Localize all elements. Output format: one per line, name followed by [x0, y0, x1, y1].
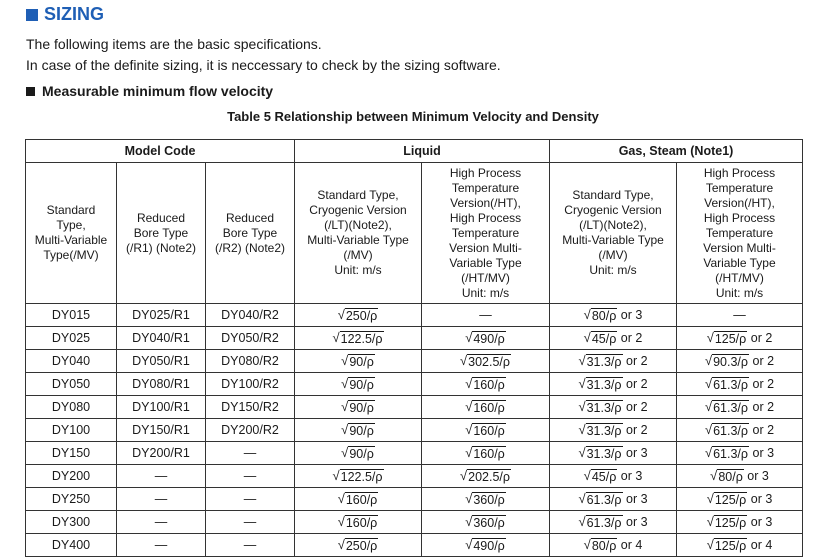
sqrt-expression [578, 515, 622, 530]
min-value-suffix: or 2 [622, 422, 648, 437]
header-line: Unit: m/s [461, 285, 510, 300]
header-line: Reduced [225, 210, 275, 225]
radicand: 80/ρ [591, 308, 617, 323]
radicand: 61.3/ρ [713, 423, 749, 438]
cell-gas-standard [550, 350, 677, 373]
cell-standard-type: DY200 [26, 465, 117, 488]
sqrt-icon: √ [337, 513, 345, 529]
radicand: 80/ρ [591, 538, 617, 553]
sqrt-expression [707, 492, 748, 507]
subheading-text: Measurable minimum flow velocity [42, 83, 274, 99]
sqrt-expression [578, 423, 622, 438]
sqrt-icon: √ [704, 421, 713, 437]
cell-liquid-high-temp [422, 419, 550, 442]
min-value-suffix: or 2 [622, 353, 648, 368]
sqrt-expression [341, 446, 375, 461]
cell-gas-standard [550, 327, 677, 350]
cell-reduced-r1: DY200/R1 [117, 442, 206, 465]
table-row [26, 534, 803, 557]
sqrt-icon: √ [465, 421, 473, 437]
radicand: 160/ρ [345, 515, 378, 530]
min-value-suffix: or 2 [622, 399, 648, 414]
cell-reduced-r2: DY050/R2 [206, 327, 295, 350]
radicand: 61.3/ρ [713, 446, 749, 461]
cell-standard-type: DY300 [26, 511, 117, 534]
cell-gas-high-temp [677, 488, 803, 511]
cell-reduced-r2: — [206, 511, 295, 534]
cell-liquid-standard [295, 534, 422, 557]
cell-standard-type: DY015 [26, 304, 117, 327]
group-header-model-code: Model Code [26, 140, 295, 163]
sqrt-icon: √ [578, 421, 586, 437]
sqrt-expression [338, 492, 379, 507]
sqrt-expression [465, 400, 506, 415]
radicand: 160/ρ [473, 377, 505, 392]
sqrt-expression [341, 354, 375, 369]
table-row [26, 396, 803, 419]
sqrt-icon: √ [337, 536, 345, 552]
sqrt-icon: √ [341, 352, 349, 368]
sqrt-icon: √ [704, 398, 713, 414]
cell-reduced-r2: — [206, 465, 295, 488]
sqrt-icon: √ [465, 490, 473, 506]
cell-liquid-standard [295, 465, 422, 488]
table-row [26, 327, 803, 350]
cell-reduced-r1: DY100/R1 [117, 396, 206, 419]
min-value-suffix: or 2 [749, 353, 775, 368]
sqrt-expression [705, 400, 749, 415]
min-value-suffix: or 3 [747, 514, 773, 529]
sqrt-icon: √ [459, 467, 468, 483]
cell-standard-type: DY400 [26, 534, 117, 557]
table-caption: Table 5 Relationship between Minimum Velocity and Density [227, 109, 599, 124]
cell-reduced-r1: — [117, 488, 206, 511]
cell-liquid-high-temp [422, 488, 550, 511]
cell-standard-type: DY150 [26, 442, 117, 465]
sqrt-icon: √ [341, 398, 349, 414]
header-line: Bore Type [133, 225, 189, 240]
sqrt-expression [341, 400, 375, 415]
header-line: (/HT/MV) [461, 270, 510, 285]
header-line: Unit: m/s [334, 263, 382, 277]
min-value-suffix: or 3 [747, 491, 773, 506]
sqrt-icon: √ [583, 306, 591, 322]
cell-gas-high-temp [677, 350, 803, 373]
header-line: (/MV) [343, 248, 373, 262]
sqrt-icon: √ [465, 375, 473, 391]
header-line: Version Multi- [703, 240, 776, 255]
cell-gas-standard [550, 465, 677, 488]
intro-line-2: In case of the definite sizing, it is neccessary to check by the sizing software. [26, 57, 501, 73]
sqrt-expression [584, 469, 618, 484]
min-value-suffix: or 4 [617, 537, 643, 552]
sqrt-icon: √ [583, 536, 591, 552]
sqrt-expression [578, 400, 622, 415]
min-value-suffix: or 2 [622, 376, 648, 391]
cell-gas-high-temp [677, 511, 803, 534]
sqrt-expression [578, 377, 622, 392]
sqrt-icon: √ [583, 467, 591, 483]
cell-liquid-high-temp [422, 511, 550, 534]
sqrt-icon: √ [465, 513, 473, 529]
sqrt-icon: √ [337, 490, 345, 506]
cell-reduced-r2: DY150/R2 [206, 396, 295, 419]
cell-reduced-r2: DY100/R2 [206, 373, 295, 396]
cell-liquid-standard [295, 373, 422, 396]
velocity-density-table [25, 139, 803, 557]
radicand: 125/ρ [714, 538, 747, 553]
header-line: Temperature [705, 180, 774, 195]
min-value-suffix: or 2 [749, 376, 775, 391]
sqrt-icon: √ [706, 536, 714, 552]
cell-reduced-r2: DY200/R2 [206, 419, 295, 442]
cell-standard-type: DY050 [26, 373, 117, 396]
cell-liquid-standard [295, 419, 422, 442]
header-line: Version Multi- [449, 240, 522, 255]
cell-gas-standard [550, 488, 677, 511]
cell-gas-high-temp [677, 465, 803, 488]
sqrt-expression [341, 423, 375, 438]
cell-gas-standard [550, 419, 677, 442]
cell-gas-high-temp: — [677, 304, 803, 327]
cell-liquid-standard [295, 396, 422, 419]
cell-gas-high-temp [677, 534, 803, 557]
cell-gas-standard [550, 396, 677, 419]
cell-reduced-r1: — [117, 534, 206, 557]
sqrt-icon: √ [459, 352, 468, 368]
table-row [26, 511, 803, 534]
cell-liquid-standard [295, 350, 422, 373]
min-value-suffix: or 2 [749, 422, 775, 437]
sqrt-icon: √ [706, 329, 714, 345]
table-row [26, 419, 803, 442]
radicand: 61.3/ρ [713, 400, 749, 415]
radicand: 122.5/ρ [340, 469, 383, 484]
header-line: Cryogenic Version [564, 203, 662, 217]
cell-reduced-r1: DY025/R1 [117, 304, 206, 327]
sqrt-icon: √ [583, 329, 591, 345]
radicand: 90/ρ [349, 423, 374, 438]
header-line: Standard Type, [572, 188, 654, 202]
header-line: Temperature [705, 225, 774, 240]
radicand: 31.3/ρ [586, 354, 622, 369]
radicand: 360/ρ [473, 515, 505, 530]
header-line: High Process [449, 165, 522, 180]
intro-line-1: The following items are the basic specifications. [26, 36, 322, 52]
cell-reduced-r1: DY040/R1 [117, 327, 206, 350]
sqrt-expression [578, 492, 622, 507]
header-line: Bore Type [222, 225, 278, 240]
header-line: Temperature [451, 225, 520, 240]
cell-reduced-r1: — [117, 511, 206, 534]
sqrt-icon: √ [332, 467, 340, 483]
cell-gas-standard [550, 442, 677, 465]
sqrt-expression [578, 354, 622, 369]
radicand: 202.5/ρ [468, 469, 510, 484]
radicand: 490/ρ [473, 538, 505, 553]
radicand: 160/ρ [473, 423, 505, 438]
header-line: Version(/HT), [450, 195, 521, 210]
radicand: 90/ρ [349, 400, 374, 415]
sqrt-icon: √ [332, 329, 340, 345]
header-line: (/R2) (Note2) [214, 240, 285, 255]
cell-standard-type: DY080 [26, 396, 117, 419]
sqrt-icon: √ [704, 375, 713, 391]
sqrt-expression [338, 538, 379, 553]
sqrt-icon: √ [710, 467, 718, 483]
header-line: Temperature [451, 180, 520, 195]
min-value-suffix: or 3 [622, 445, 648, 460]
heading-text: SIZING [44, 4, 105, 24]
cell-liquid-standard [295, 304, 422, 327]
table-row [26, 442, 803, 465]
sqrt-icon: √ [578, 444, 586, 460]
radicand: 490/ρ [473, 331, 505, 346]
sqrt-expression [460, 354, 511, 369]
cell-reduced-r1: DY080/R1 [117, 373, 206, 396]
radicand: 61.3/ρ [586, 515, 622, 530]
cell-gas-high-temp [677, 396, 803, 419]
sqrt-expression [465, 515, 506, 530]
min-value-suffix: or 3 [622, 491, 648, 506]
radicand: 250/ρ [345, 308, 378, 323]
cell-reduced-r2: — [206, 442, 295, 465]
cell-gas-high-temp [677, 373, 803, 396]
cell-reduced-r1: DY150/R1 [117, 419, 206, 442]
cell-gas-standard [550, 373, 677, 396]
radicand: 61.3/ρ [713, 377, 749, 392]
radicand: 31.3/ρ [586, 446, 622, 461]
cell-liquid-standard [295, 488, 422, 511]
header-line: (/LT)(Note2), [579, 218, 647, 232]
cell-standard-type: DY040 [26, 350, 117, 373]
sqrt-expression [338, 515, 379, 530]
header-line: (/LT)(Note2), [324, 218, 392, 232]
sqrt-expression [705, 377, 749, 392]
table-row [26, 304, 803, 327]
cell-standard-type: DY250 [26, 488, 117, 511]
header-line: Type, [56, 218, 86, 232]
col-liquid-high-temp-header [422, 163, 550, 304]
heading-square-icon [26, 9, 38, 21]
radicand: 45/ρ [591, 331, 617, 346]
sqrt-icon: √ [341, 421, 349, 437]
header-line: Variable Type [703, 255, 776, 270]
cell-liquid-high-temp [422, 465, 550, 488]
cell-gas-high-temp [677, 419, 803, 442]
cell-gas-high-temp [677, 327, 803, 350]
radicand: 31.3/ρ [586, 423, 622, 438]
min-value-suffix: or 2 [747, 330, 773, 345]
cell-standard-type: DY100 [26, 419, 117, 442]
min-value-suffix: or 2 [617, 330, 643, 345]
sqrt-icon: √ [704, 444, 713, 460]
sqrt-icon: √ [341, 444, 349, 460]
sqrt-expression [332, 469, 383, 484]
header-line: High Process [703, 210, 776, 225]
cell-reduced-r2: — [206, 488, 295, 511]
section-heading [26, 4, 104, 25]
radicand: 122.5/ρ [340, 331, 383, 346]
group-header-gas-steam: Gas, Steam (Note1) [550, 140, 803, 163]
sqrt-icon: √ [465, 536, 473, 552]
sqrt-icon: √ [578, 513, 586, 529]
sqrt-expression [705, 446, 749, 461]
cell-gas-standard [550, 511, 677, 534]
radicand: 125/ρ [714, 492, 747, 507]
sqrt-expression [707, 538, 748, 553]
col-gas-high-temp-header [677, 163, 803, 304]
header-line: Unit: m/s [589, 263, 637, 277]
table-row [26, 350, 803, 373]
cell-liquid-high-temp [422, 327, 550, 350]
header-line: Standard [46, 203, 96, 217]
sqrt-expression [332, 331, 383, 346]
sqrt-icon: √ [341, 375, 349, 391]
sqrt-expression [465, 377, 506, 392]
radicand: 90/ρ [349, 377, 374, 392]
header-line: Multi-Variable Type [562, 233, 664, 247]
min-value-suffix: or 4 [747, 537, 773, 552]
table-row [26, 465, 803, 488]
header-line: Standard Type, [317, 188, 399, 202]
sqrt-icon: √ [465, 398, 473, 414]
radicand: 80/ρ [718, 469, 743, 484]
radicand: 31.3/ρ [586, 400, 622, 415]
header-line: Unit: m/s [715, 285, 764, 300]
cell-liquid-high-temp [422, 373, 550, 396]
min-value-suffix: or 3 [743, 468, 769, 483]
cell-liquid-high-temp [422, 396, 550, 419]
cell-liquid-standard [295, 442, 422, 465]
sqrt-expression [460, 469, 511, 484]
min-value-suffix: or 3 [749, 445, 775, 460]
sqrt-expression [465, 492, 506, 507]
sqrt-expression [710, 469, 744, 484]
sqrt-icon: √ [337, 306, 345, 322]
radicand: 90/ρ [349, 446, 374, 461]
col-gas-standard-header [550, 163, 677, 304]
sqrt-icon: √ [578, 352, 586, 368]
sqrt-icon: √ [465, 444, 473, 460]
sqrt-expression [707, 515, 748, 530]
sqrt-expression [578, 446, 622, 461]
radicand: 160/ρ [473, 400, 505, 415]
min-value-suffix: or 3 [617, 468, 643, 483]
sqrt-expression [338, 308, 379, 323]
cell-gas-high-temp [677, 442, 803, 465]
radicand: 160/ρ [345, 492, 378, 507]
radicand: 360/ρ [473, 492, 505, 507]
header-line: Cryogenic Version [309, 203, 407, 217]
cell-reduced-r2: DY040/R2 [206, 304, 295, 327]
min-value-suffix: or 3 [617, 307, 643, 322]
sqrt-icon: √ [706, 490, 714, 506]
radicand: 90.3/ρ [713, 354, 749, 369]
radicand: 31.3/ρ [586, 377, 622, 392]
cell-reduced-r1: DY050/R1 [117, 350, 206, 373]
sqrt-expression [584, 538, 618, 553]
header-line: High Process [703, 165, 776, 180]
subheading [26, 83, 273, 99]
sqrt-expression [707, 331, 748, 346]
header-line: (/HT/MV) [715, 270, 764, 285]
sqrt-expression [705, 354, 749, 369]
cell-standard-type: DY025 [26, 327, 117, 350]
header-line: (/R1) (Note2) [125, 240, 196, 255]
radicand: 250/ρ [345, 538, 378, 553]
header-line: Type(/MV) [43, 248, 99, 262]
cell-gas-standard [550, 534, 677, 557]
sqrt-expression [341, 377, 375, 392]
sqrt-expression [465, 331, 506, 346]
cell-gas-standard [550, 304, 677, 327]
sqrt-icon: √ [578, 398, 586, 414]
sqrt-icon: √ [704, 352, 713, 368]
sqrt-icon: √ [578, 375, 586, 391]
sqrt-expression [584, 308, 618, 323]
col-standard-type-header [26, 163, 117, 304]
cell-reduced-r2: DY080/R2 [206, 350, 295, 373]
radicand: 45/ρ [591, 469, 617, 484]
sqrt-expression [465, 538, 506, 553]
min-value-suffix: or 2 [749, 399, 775, 414]
table-row [26, 488, 803, 511]
radicand: 90/ρ [349, 354, 374, 369]
sqrt-expression [465, 446, 506, 461]
radicand: 125/ρ [714, 515, 747, 530]
radicand: 160/ρ [473, 446, 505, 461]
cell-liquid-high-temp [422, 350, 550, 373]
sqrt-expression [584, 331, 618, 346]
header-line: Variable Type [449, 255, 522, 270]
cell-liquid-standard [295, 327, 422, 350]
table-row [26, 373, 803, 396]
radicand: 125/ρ [714, 331, 747, 346]
cell-liquid-high-temp: — [422, 304, 550, 327]
header-line: Reduced [136, 210, 186, 225]
cell-liquid-high-temp [422, 442, 550, 465]
cell-liquid-high-temp [422, 534, 550, 557]
sqrt-icon: √ [465, 329, 473, 345]
header-line: Multi-Variable Type [307, 233, 409, 247]
cell-reduced-r2: — [206, 534, 295, 557]
header-line: (/MV) [598, 248, 628, 262]
header-line: High Process [449, 210, 522, 225]
col-reduced-r1-header [117, 163, 206, 304]
header-line: Multi-Variable [34, 233, 108, 247]
col-liquid-standard-header [295, 163, 422, 304]
cell-liquid-standard [295, 511, 422, 534]
sqrt-expression [705, 423, 749, 438]
min-value-suffix: or 3 [622, 514, 648, 529]
cell-reduced-r1: — [117, 465, 206, 488]
radicand: 302.5/ρ [468, 354, 510, 369]
group-header-liquid: Liquid [295, 140, 550, 163]
col-reduced-r2-header [206, 163, 295, 304]
sqrt-icon: √ [706, 513, 714, 529]
sqrt-icon: √ [578, 490, 586, 506]
header-line: Version(/HT), [704, 195, 775, 210]
sqrt-expression [465, 423, 506, 438]
bullet-square-icon [26, 87, 35, 96]
radicand: 61.3/ρ [586, 492, 622, 507]
